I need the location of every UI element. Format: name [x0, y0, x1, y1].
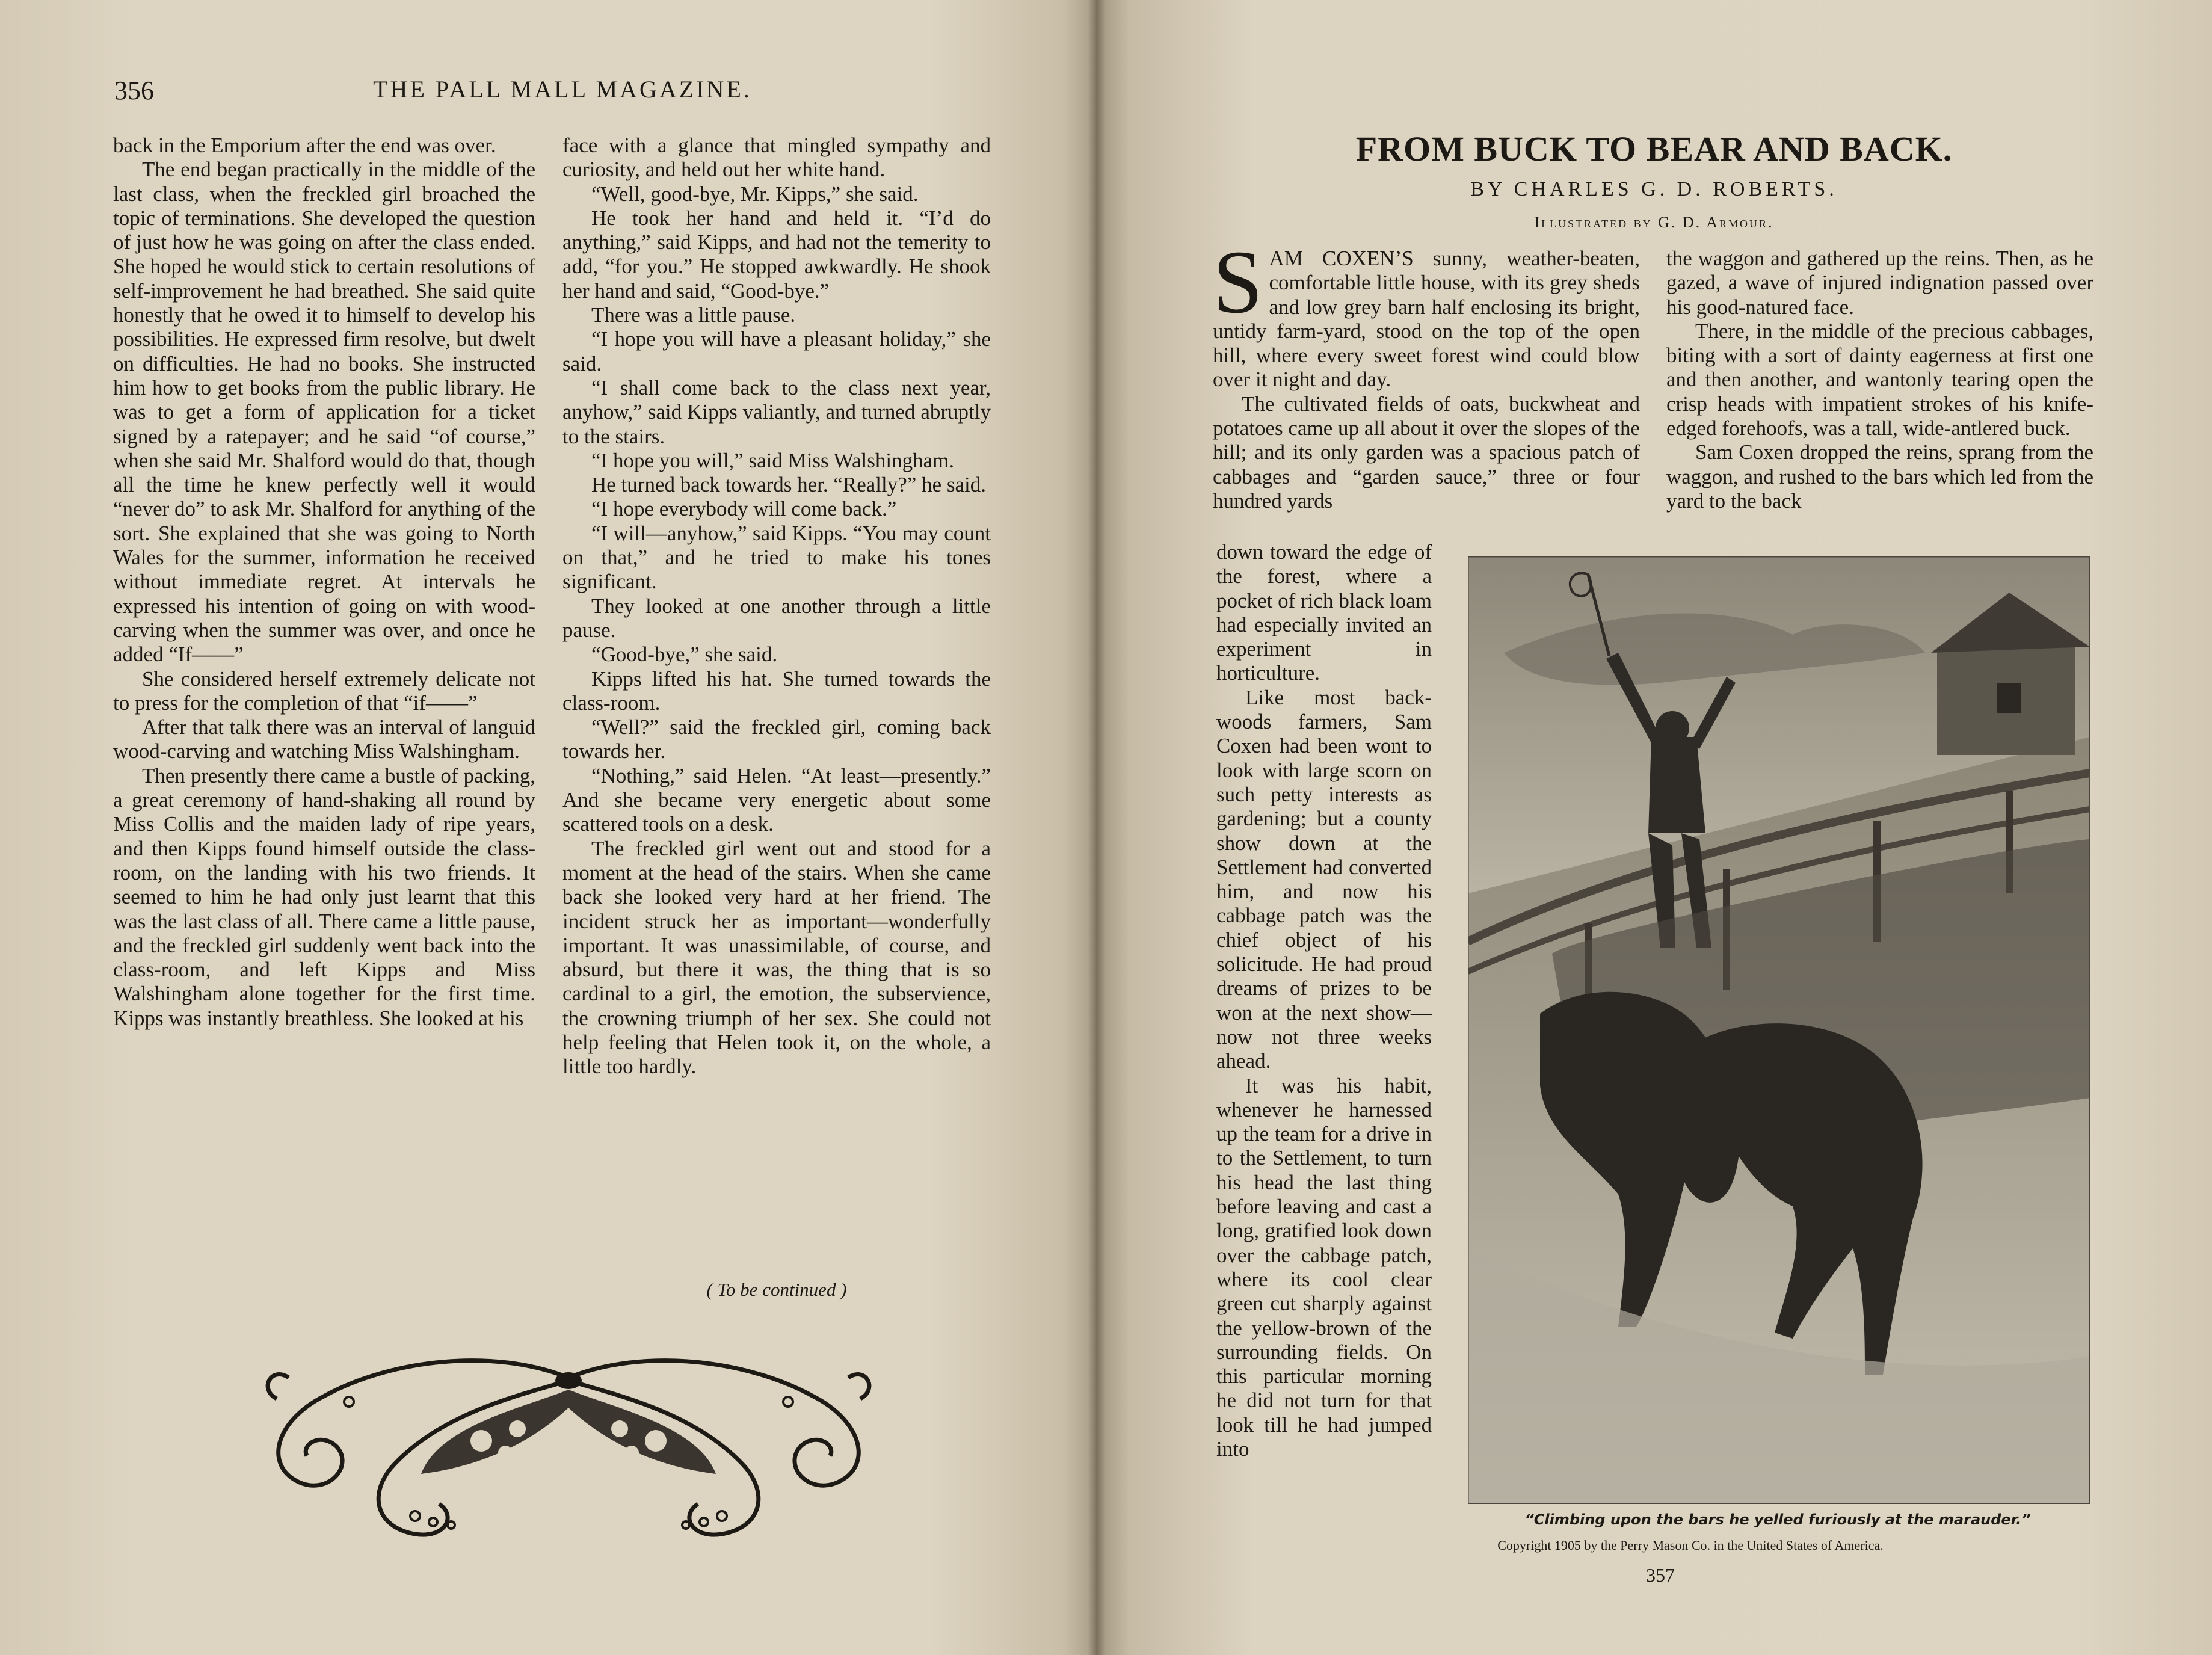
opening-text: AM COXEN’S sunny, weather-beaten, comfortable little house, with its grey sheds and low grey barn half enclosing its bright, untidy farm-yard, stood on the top of the open hill, where every sweet forest wind could blow over it night and day.: [1213, 247, 1640, 392]
paragraph: After that talk there was an interval of languid wood-carving and watching Miss Walshingham.: [113, 715, 535, 763]
paragraph: There was a little pause.: [591, 303, 796, 327]
left-column-2: [562, 134, 991, 1079]
paragraph: He turned back towards her. “Really?” he said.: [591, 473, 986, 497]
paragraph: “Good-bye,” she said.: [591, 643, 778, 667]
left-column-1: [113, 134, 535, 1031]
paragraph: It was his habit, whenever he harnessed up the team for a drive in to the Settlement, to turn his head the last thing before leaving and cast a long, gratified look down over the cabbage patch, where its cool clear green cut sharply against the yellow-brown of the surrounding fields. On this particular morning he did not turn for that look till he had jumped into: [1216, 1073, 1432, 1461]
illustration-man-on-fence-with-horses: [1468, 556, 2090, 1504]
to-be-continued: ( To be continued ): [706, 1279, 847, 1300]
right-column-1-narrow: [1216, 540, 1432, 1461]
page-number-left: 356: [114, 76, 154, 105]
paragraph: face with a glance that mingled sympathy and curiosity, and held out her white hand.: [562, 134, 991, 182]
paragraph: He took her hand and held it. “I’d do anything,” said Kipps, and had not the temerity to add, “for you.” He stopped awkwardly. He shook her hand and said, “Good-bye.”: [562, 206, 991, 303]
paragraph: “I will—anyhow,” said Kipps. “You may count on that,” and he tried to make his tones significant.: [562, 521, 991, 594]
illustration-caption: “Climbing upon the bars he yelled furiously at the marauder.”: [1524, 1511, 2031, 1528]
magazine-title: THE PALL MALL MAGAZINE.: [373, 76, 752, 103]
paragraph: She considered herself extremely delicate not to press for the completion of that “if——”: [113, 667, 535, 715]
paragraph: The freckled girl went out and stood for a moment at the head of the stairs. When she came back she looked very hard at her friend. The incident struck her as important—wonderfully important. It was unassimilable, of course, and absurd, but there it was, the thing that is so cardinal to a girl, the emotion, the subservience, the crowning triumph of her sex. She could not help feeling that Helen took it, on the whole, a little too hardly.: [562, 836, 991, 1079]
paragraph: “I hope you will have a pleasant holiday,” she said.: [562, 327, 991, 375]
paragraph: back in the Emporium after the end was over.: [113, 134, 496, 157]
right-column-2: [1666, 247, 2093, 513]
scroll-ornament-icon: [241, 1324, 896, 1552]
page-number-right: 357: [1646, 1564, 1675, 1586]
paragraph: There, in the middle of the precious cabbages, biting with a sort of dainty eagerness at first one and then another, and wantonly tearing open the crisp heads with impatient strokes of his knife-edged forehoofs, was a tall, wide-antlered buck.: [1666, 319, 2093, 440]
paragraph: The cultivated fields of oats, buckwheat and potatoes came up all about it over the slopes of the hill; and its only garden was a spacious patch of cabbages and “garden sauce,” three or four hundred yards: [1213, 392, 1640, 513]
paragraph: The end began practically in the middle of the last class, when the freckled girl broached the topic of terminations. She developed the question of just how he was going on after the class ended. She hoped he would stick to certain resolutions of self-improvement he had breathed. She said quite honestly that he owed it to himself to develop his possibilities. He expressed firm resolve, but dwelt on difficulties. He had no books. She instructed him how to get books from the public library. He was to get a form of application for a ticket signed by a ratepayer; and he said “of course,” when she said Mr. Shalford would do that, though all the time he knew perfectly well it would “never do” to ask Mr. Shalford for anything of the sort. She explained that she was going to North Wales for the summer, information he received without immediate regret. At intervals he expressed his intention of going on with wood-carving when the summer was over, and once he added “If——”: [113, 158, 535, 667]
paragraph: “I hope you will,” said Miss Walshingham.: [591, 448, 955, 472]
paragraph: “Well, good-bye, Mr. Kipps,” she said.: [591, 182, 919, 206]
paragraph: “I hope everybody will come back.”: [591, 497, 897, 521]
copyright-line: Copyright 1905 by the Perry Mason Co. in the United States of America.: [1497, 1538, 1884, 1553]
right-column-1: [1213, 232, 1640, 513]
drop-cap: S: [1213, 232, 1263, 332]
illustrator-credit: Illustrated by G. D. Armour.: [1534, 214, 1774, 231]
opening-paragraph: [1213, 232, 1640, 392]
paragraph: the waggon and gathered up the reins. Then, as he gazed, a wave of injured indignation passed over his good-natured face.: [1666, 247, 2093, 319]
paragraph: down toward the edge of the forest, where a pocket of rich black loam had especially invited an experiment in horticulture.: [1216, 540, 1432, 685]
paragraph: Kipps lifted his hat. She turned towards the class-room.: [562, 667, 991, 715]
running-head: [114, 75, 1011, 111]
article-byline: BY CHARLES G. D. ROBERTS.: [1470, 178, 1838, 200]
paragraph: “I shall come back to the class next year, anyhow,” said Kipps valiantly, and turned abruptly to the stairs.: [562, 375, 991, 448]
left-page: [0, 0, 1096, 1655]
paragraph: Then presently there came a bustle of packing, a great ceremony of hand-shaking all round by Miss Collis and the maiden lady of ripe years, and then Kipps found himself outside the class-room, on the landing with his two friends. It seemed to him he had only just learnt that this was the last class of all. There came a little pause, and the freckled girl suddenly went back into the class-room, and left Kipps and Miss Walshingham alone together for the first time. Kipps was instantly breathless. She looked at his: [113, 763, 535, 1030]
paragraph: “Nothing,” said Helen. “At least—presently.” And she became very energetic about some scattered tools on a desk.: [562, 763, 991, 836]
book-gutter: [1088, 0, 1106, 1655]
paragraph: Sam Coxen dropped the reins, sprang from the waggon, and rushed to the bars which led from the yard to the back: [1666, 440, 2093, 513]
article-title: FROM BUCK TO BEAR AND BACK.: [1355, 129, 1953, 168]
paragraph: “Well?” said the freckled girl, coming back towards her.: [562, 715, 991, 763]
paragraph: Like most back-woods farmers, Sam Coxen had been wont to look with large scorn on such petty interests as gardening; but a county show down at the Settlement had converted him, and now his cabbage patch was the chief object of his solicitude. He had proud dreams of prizes to be won at the next show—now not three weeks ahead.: [1216, 685, 1432, 1073]
paragraph: They looked at one another through a little pause.: [562, 594, 991, 642]
